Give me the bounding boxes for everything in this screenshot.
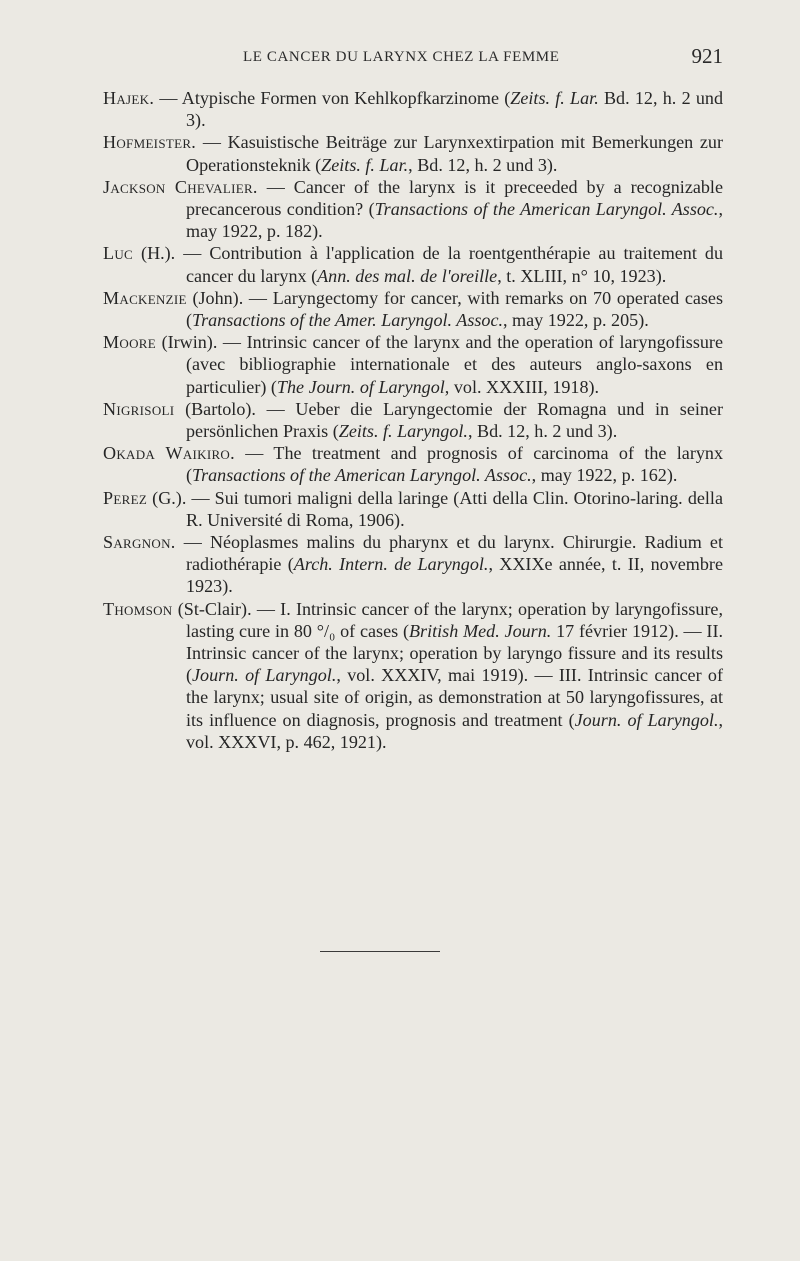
entry-text: — Néoplasmes malins du pharynx et du larynx. Chirurgie. Radium et radiothérapie (: [175, 532, 723, 575]
entry-text: , may 1922, p. 205).: [503, 310, 649, 331]
bibliography-list: [103, 87, 723, 753]
entry-text: Bd. 12, h. 2 und 3).: [186, 88, 724, 131]
entry-journal-title: Zeits. f. Laryngol.: [338, 421, 468, 442]
end-rule: [320, 951, 440, 952]
bibliography-entry: [103, 176, 723, 243]
entry-text: , XXIXe année, t. II, novembre 1923).: [186, 554, 723, 597]
entry-journal-title: Zeits. f. Lar.: [510, 88, 599, 108]
entry-text: — Atypische Formen von Kehlkopfkarzinome (: [154, 88, 511, 108]
bibliography-entry: [103, 487, 723, 531]
entry-text: (St-Clair). — I. Intrinsic cancer of the larynx; operation by laryngofissure, lasting cure in 80 °/₀ of cases (: [172, 598, 723, 641]
entry-text: — Kasuistische Beiträge zur Larynxextirpation mit Bemerkungen zur Operationsteknik (: [186, 132, 723, 175]
entry-journal-title: Journ. of Laryngol.: [574, 709, 719, 730]
entry-journal-title: Transactions of the American Laryngol. Assoc.: [192, 465, 532, 486]
entry-text: (G.). — Sui tumori maligni della laringe (Atti della Clin. Otorino-laring. della R. Université di Roma, 1906).: [147, 487, 723, 530]
bibliography-entry: [103, 398, 723, 442]
entry-journal-title: Journ. of Laryngol.: [192, 665, 337, 686]
entry-journal-title: British Med. Journ.: [409, 620, 552, 641]
bibliography-entry: [103, 442, 723, 486]
entry-author: Thomson: [103, 598, 173, 619]
entry-author: Okada Waikiro.: [103, 443, 235, 464]
entry-journal-title: Arch. Intern. de Laryngol.: [293, 554, 489, 575]
entry-author: Hofmeister.: [103, 132, 197, 153]
entry-text: , Bd. 12, h. 2 und 3).: [408, 154, 558, 175]
entry-text: (Bartolo). — Ueber die Laryngectomie der Romagna und in seiner persönlichen Praxis (: [174, 398, 723, 442]
entry-text: , may 1922, p. 162).: [531, 465, 678, 486]
page-number: 921: [691, 44, 723, 68]
entry-text: — Cancer of the larynx is it preceeded by a recognizable precancerous condition? (: [186, 176, 723, 220]
entry-text: , may 1922, p. 182).: [186, 199, 723, 242]
bibliography-entry: [103, 531, 723, 598]
bibliography-entry: [103, 242, 723, 286]
entry-text: — The treatment and prognosis of carcinoma of the larynx (: [186, 443, 723, 486]
entry-author: Nigrisoli: [103, 398, 175, 419]
running-title: LE CANCER DU LARYNX CHEZ LA FEMME: [243, 49, 560, 65]
page-header: [103, 46, 723, 72]
bibliography-entry: [103, 287, 723, 331]
entry-text: 17 février 1912). — II. Intrinsic cancer of the larynx; operation by laryngo fissure and its results (: [186, 620, 723, 686]
entry-text: , vol. XXXIII, 1918).: [444, 376, 600, 397]
bibliography-entry: [103, 87, 723, 131]
entry-journal-title: Zeits. f. Lar.: [321, 154, 409, 175]
bibliography-entry: [103, 131, 723, 175]
entry-text: , t. XLIII, n° 10, 1923).: [497, 265, 667, 286]
bibliography-entry: [103, 331, 723, 398]
entry-text: , Bd. 12, h. 2 und 3).: [467, 421, 618, 442]
bibliography-entry: [103, 598, 723, 753]
entry-text: , vol. XXXIV, mai 1919). — III. Intrinsic cancer of the larynx; usual site of origin, as demonstration at 50 laryngofissures, at its influence on diagnosis, prognosis and treatment (: [186, 665, 723, 730]
entry-text: (Irwin). — Intrinsic cancer of the larynx and the operation of laryngofissure (avec bibliographie internationale et des auteurs anglo-saxons en particulier) (: [155, 332, 723, 397]
entry-journal-title: Transactions of the American Laryngol. Assoc.: [374, 199, 719, 220]
entry-author: Mackenzie: [103, 287, 187, 308]
entry-author: Luc: [103, 243, 134, 264]
entry-author: Sargnon.: [103, 532, 176, 553]
entry-text: (H.). — Contribution à l'application de la roentgenthérapie au traitement du cancer du larynx (: [133, 243, 723, 286]
entry-author: Perez: [103, 487, 148, 508]
entry-journal-title: Transactions of the Amer. Laryngol. Assoc.: [192, 310, 503, 331]
entry-text: (John). — Laryngectomy for cancer, with remarks on 70 operated cases (: [186, 287, 723, 331]
entry-author: Jackson Chevalier.: [103, 176, 258, 197]
entry-text: , vol. XXXVI, p. 462, 1921).: [186, 709, 723, 752]
entry-journal-title: Ann. des mal. de l'oreille: [317, 265, 498, 286]
entry-author: Hajek.: [103, 88, 155, 108]
entry-journal-title: The Journ. of Laryngol: [276, 376, 445, 397]
entry-author: Moore: [103, 332, 156, 353]
